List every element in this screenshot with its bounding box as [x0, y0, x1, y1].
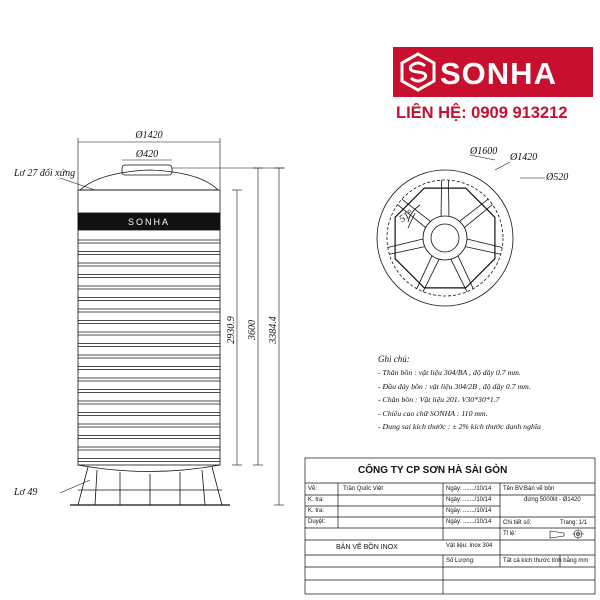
drawing-title: BẢN VẼ BỒN INOX: [336, 544, 398, 551]
dim-top-diameter: Ø1420: [135, 130, 163, 141]
role-draw: Vẽ:: [308, 486, 318, 492]
date-value: ......./10/14: [463, 508, 492, 514]
top-view-spokes: [388, 180, 502, 292]
date-label: Ngày:: [446, 497, 462, 503]
dim-total-tank: 3600: [247, 320, 258, 340]
inner-circle: [423, 216, 467, 260]
label-bottom: Lơ 49: [14, 487, 38, 498]
brand-logo-text: SONHA: [440, 56, 557, 91]
drawing-name-line2: đứng 5000lit - Ø1420: [524, 497, 581, 503]
band-label: SONHA: [127, 217, 171, 227]
spoke-line: [459, 199, 488, 221]
role-check: K. tra:: [308, 508, 325, 514]
scale-label: Tỉ lệ:: [503, 531, 517, 537]
page-number: Trang: 1/1: [560, 520, 588, 526]
tank-front-view: [70, 165, 230, 505]
tank-top-view: [377, 170, 513, 306]
mid-circle: [387, 180, 503, 296]
dim-overall: 3384.4: [268, 316, 279, 344]
drawing-name-line1: Bản vẽ bồn: [524, 486, 555, 492]
dim-mid-diameter: Ø1420: [510, 152, 538, 163]
date-value: ......./10/14: [463, 497, 492, 503]
company-name: CÔNG TY CP SƠN HÀ SÀI GÒN: [358, 465, 508, 476]
title-block-frame: [305, 458, 595, 594]
drawing-name-label: Tên BV:: [503, 486, 525, 492]
drafter-name: Trần Quốc Việt: [343, 486, 384, 492]
spoke-line: [464, 205, 492, 228]
lid-circle: [431, 224, 459, 252]
spoke-line: [388, 239, 423, 248]
date-label: Ngày:: [446, 519, 462, 525]
tank-ribs: [78, 240, 220, 462]
outer-circle: [377, 170, 513, 306]
date-value: ......./10/14: [463, 486, 492, 492]
date-value: ......./10/14: [463, 519, 492, 525]
role-check: K. tra:: [308, 497, 325, 503]
spoke-line: [451, 259, 467, 291]
material: Vật liệu: Inox 304: [446, 543, 493, 549]
note-item: - Thân bồn : vật liệu 304/BA , độ dầy 0.7 mm.: [378, 368, 521, 377]
note-item: - Chân bồn : Vật liệu 201. V30*30*1.7: [378, 395, 500, 405]
dim-lid-diameter: Ø420: [135, 149, 159, 160]
notes-list: [378, 366, 541, 434]
units-note: Tất cả kích thước tính bằng mm: [503, 558, 589, 564]
role-approve: Duyệt:: [308, 519, 326, 525]
note-item: - Đầu đáy bồn : vật liệu 304/2B , độ dầy 0.7 mm.: [378, 381, 531, 391]
detail-label: Chi tiết số:: [503, 520, 532, 526]
spoke-line: [417, 256, 432, 289]
label-top: Lơ 27 đối xứng: [14, 168, 76, 179]
projection-symbol-icon: [548, 529, 590, 539]
notes-title: Ghi chú:: [378, 354, 410, 364]
tank-legs: [78, 467, 222, 505]
date-label: Ngày:: [446, 486, 462, 492]
leg-frame: [395, 188, 495, 288]
spoke-line: [423, 259, 439, 291]
contact-phone: LIÊN HỆ: 0909 913212: [396, 104, 568, 122]
dim-body-height: 2930.9: [226, 316, 237, 344]
note-item: - Chiều cao chữ SONHA : 110 mm.: [378, 408, 488, 418]
dim-outer-diameter: Ø1600: [470, 146, 498, 157]
angle-label: 51°: [397, 207, 416, 225]
date-label: Ngày:: [446, 508, 462, 514]
quantity-label: Số Lượng:: [446, 558, 475, 564]
note-item: - Dung sai kích thước : ± 2% kích thước danh nghĩa: [378, 422, 541, 432]
dim-inner-diameter: Ø520: [546, 172, 569, 183]
spoke-line: [458, 256, 473, 289]
spoke-line: [467, 239, 502, 248]
